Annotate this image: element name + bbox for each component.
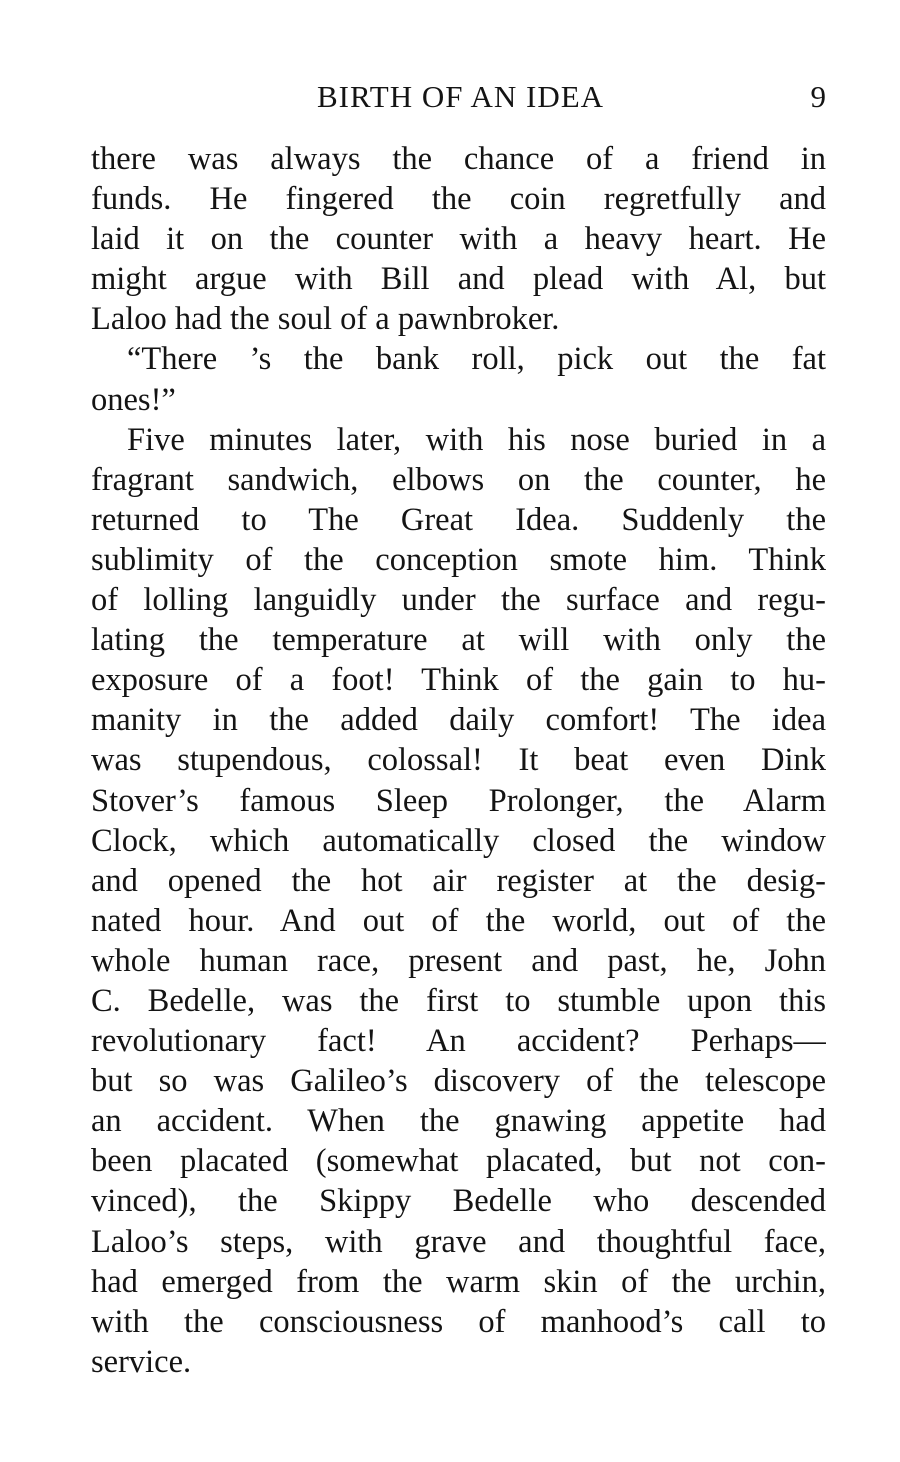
text-line: whole human race, present and past, he, John: [91, 942, 826, 979]
text-line: but so was Galileo’s discovery of the telescope: [91, 1063, 826, 1100]
text-line: sublimity of the conception smote him. Think: [91, 541, 826, 578]
text-line: there was always the chance of a friend in: [91, 141, 826, 177]
text-line: Stover’s famous Sleep Prolonger, the Alarm: [91, 782, 826, 819]
paragraph: [91, 339, 826, 419]
text-line: funds. He fingered the coin regretfully and: [91, 181, 826, 218]
text-line: Laloo’s steps, with grave and thoughtful face,: [91, 1223, 826, 1260]
text-line: was stupendous, colossal! It beat even Dink: [91, 742, 826, 779]
text-line: of lolling languidly under the surface and regu-: [91, 582, 826, 619]
body-text: [91, 139, 826, 1382]
text-line: lating the temperature at will with only the: [91, 622, 826, 659]
text-line: and opened the hot air register at the desig-: [91, 862, 826, 899]
text-line: had emerged from the warm skin of the urchin,: [91, 1263, 826, 1300]
text-line: revolutionary fact! An accident? Perhaps—: [91, 1023, 826, 1060]
text-line: Clock, which automatically closed the window: [91, 822, 826, 859]
text-line: nated hour. And out of the world, out of the: [91, 902, 826, 939]
running-head: [93, 72, 828, 122]
text-line: laid it on the counter with a heavy heart. He: [91, 221, 826, 258]
text-line: “There ’s the bank roll, pick out the fat: [127, 341, 826, 378]
paragraph: [91, 139, 826, 339]
text-line: ones!”: [91, 381, 176, 418]
text-line: Laloo had the soul of a pawnbroker.: [91, 301, 560, 338]
text-line: manity in the added daily comfort! The idea: [91, 702, 826, 739]
running-title: BIRTH OF AN IDEA: [316, 79, 605, 114]
text-line: an accident. When the gnawing appetite had: [91, 1103, 826, 1140]
text-line: service.: [91, 1343, 192, 1380]
page-number: 9: [810, 79, 826, 114]
text-line: exposure of a foot! Think of the gain to hu-: [91, 662, 826, 699]
text-line: with the consciousness of manhood’s call to: [91, 1303, 826, 1340]
text-line: fragrant sandwich, elbows on the counter, he: [91, 461, 826, 498]
text-line: vinced), the Skippy Bedelle who descended: [91, 1183, 826, 1220]
text-line: C. Bedelle, was the first to stumble upon this: [91, 982, 826, 1019]
text-line: Five minutes later, with his nose buried in a: [127, 421, 826, 458]
text-line: been placated (somewhat placated, but not con-: [91, 1143, 826, 1180]
text-line: might argue with Bill and plead with Al, but: [91, 261, 826, 298]
text-line: returned to The Great Idea. Suddenly the: [91, 501, 826, 538]
paragraph: [91, 420, 826, 1382]
